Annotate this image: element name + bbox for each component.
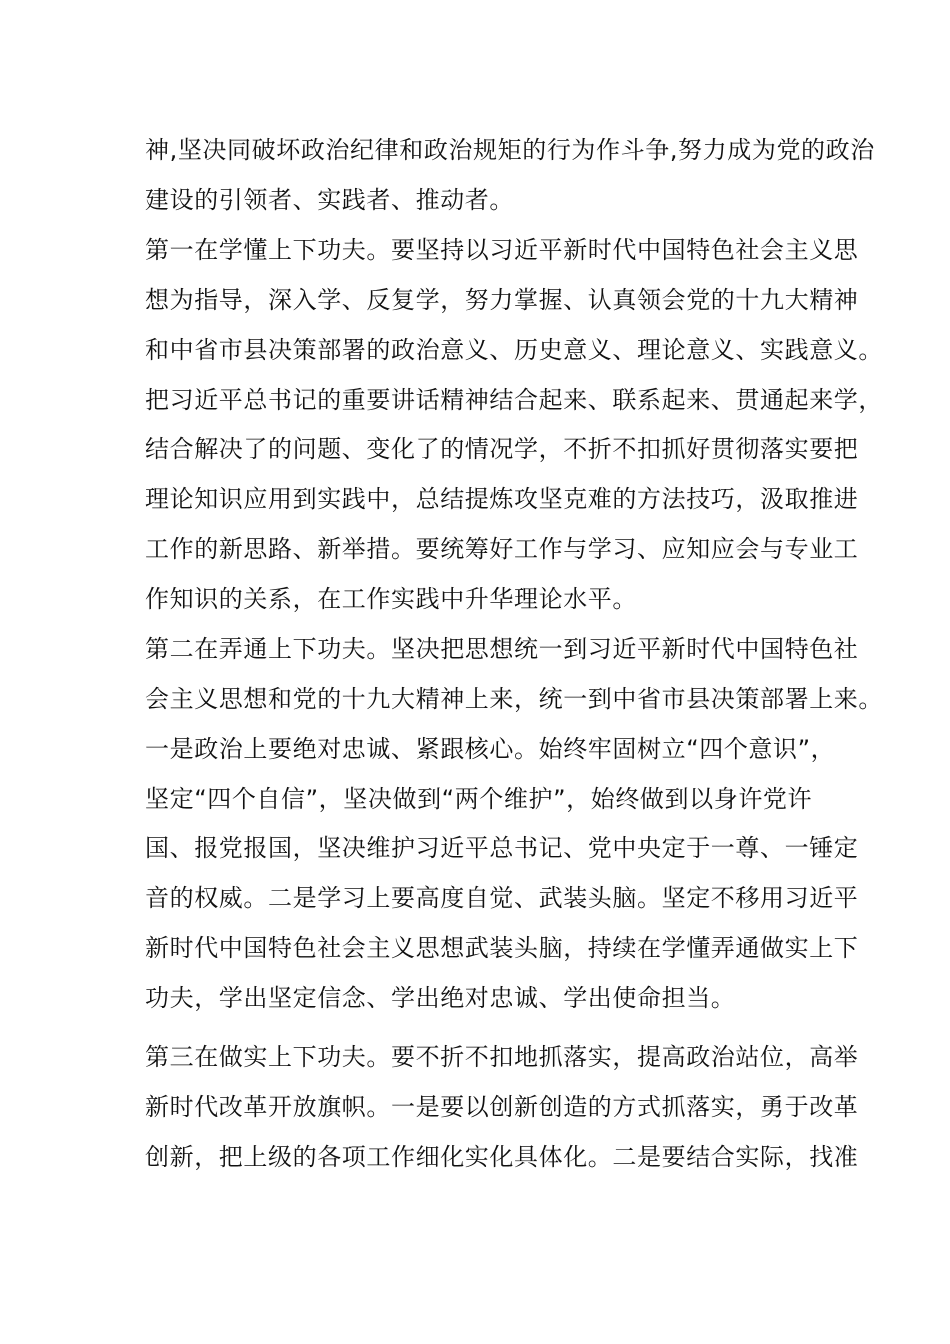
text-line: 新时代中国特色社会主义思想武装头脑，持续在学懂弄通做实上下	[145, 934, 859, 962]
paragraph-start-line: 第一在学懂上下功夫。要坚持以习近平新时代中国特色社会主义思	[145, 236, 859, 264]
text-line: 国、报党报国，坚决维护习近平总书记、党中央定于一尊、一锤定	[145, 834, 859, 862]
paragraph-start-line: 第二在弄通上下功夫。坚决把思想统一到习近平新时代中国特色社	[145, 635, 859, 663]
text-line: 工作的新思路、新举措。要统筹好工作与学习、应知应会与专业工	[145, 535, 859, 563]
text-line: 功夫，学出坚定信念、学出绝对忠诚、学出使命担当。	[145, 984, 736, 1012]
text-line: 作知识的关系，在工作实践中升华理论水平。	[145, 585, 637, 613]
text-line: 会主义思想和党的十九大精神上来，统一到中省市县决策部署上来。	[145, 685, 883, 713]
text-line: 创新，把上级的各项工作细化实化具体化。二是要结合实际，找准	[145, 1143, 859, 1171]
text-line: 和中省市县决策部署的政治意义、历史意义、理论意义、实践意义。	[145, 336, 883, 364]
text-line: 一是政治上要绝对忠诚、紧跟核心。始终牢固树立“四个意识”，	[145, 735, 836, 763]
text-line: 坚定“四个自信”，坚决做到“两个维护”，始终做到以身许党许	[145, 785, 813, 813]
text-line: 理论知识应用到实践中，总结提炼攻坚克难的方法技巧，汲取推进	[145, 485, 859, 513]
text-line: 神,坚决同破坏政治纪律和政治规矩的行为作斗争,努力成为党的政治	[145, 136, 875, 164]
text-line: 结合解决了的问题、变化了的情况学，不折不扣抓好贯彻落实要把	[145, 435, 859, 463]
text-line: 把习近平总书记的重要讲话精神结合起来、联系起来、贯通起来学，	[145, 386, 883, 414]
text-line: 音的权威。二是学习上要高度自觉、武装头脑。坚定不移用习近平	[145, 884, 859, 912]
text-line: 建设的引领者、实践者、推动者。	[145, 186, 514, 214]
text-line: 新时代改革开放旗帜。一是要以创新创造的方式抓落实，勇于改革	[145, 1093, 859, 1121]
paragraph-start-line: 第三在做实上下功夫。要不折不扣地抓落实，提高政治站位，高举	[145, 1043, 859, 1071]
text-line: 想为指导，深入学、反复学，努力掌握、认真领会党的十九大精神	[145, 286, 859, 314]
